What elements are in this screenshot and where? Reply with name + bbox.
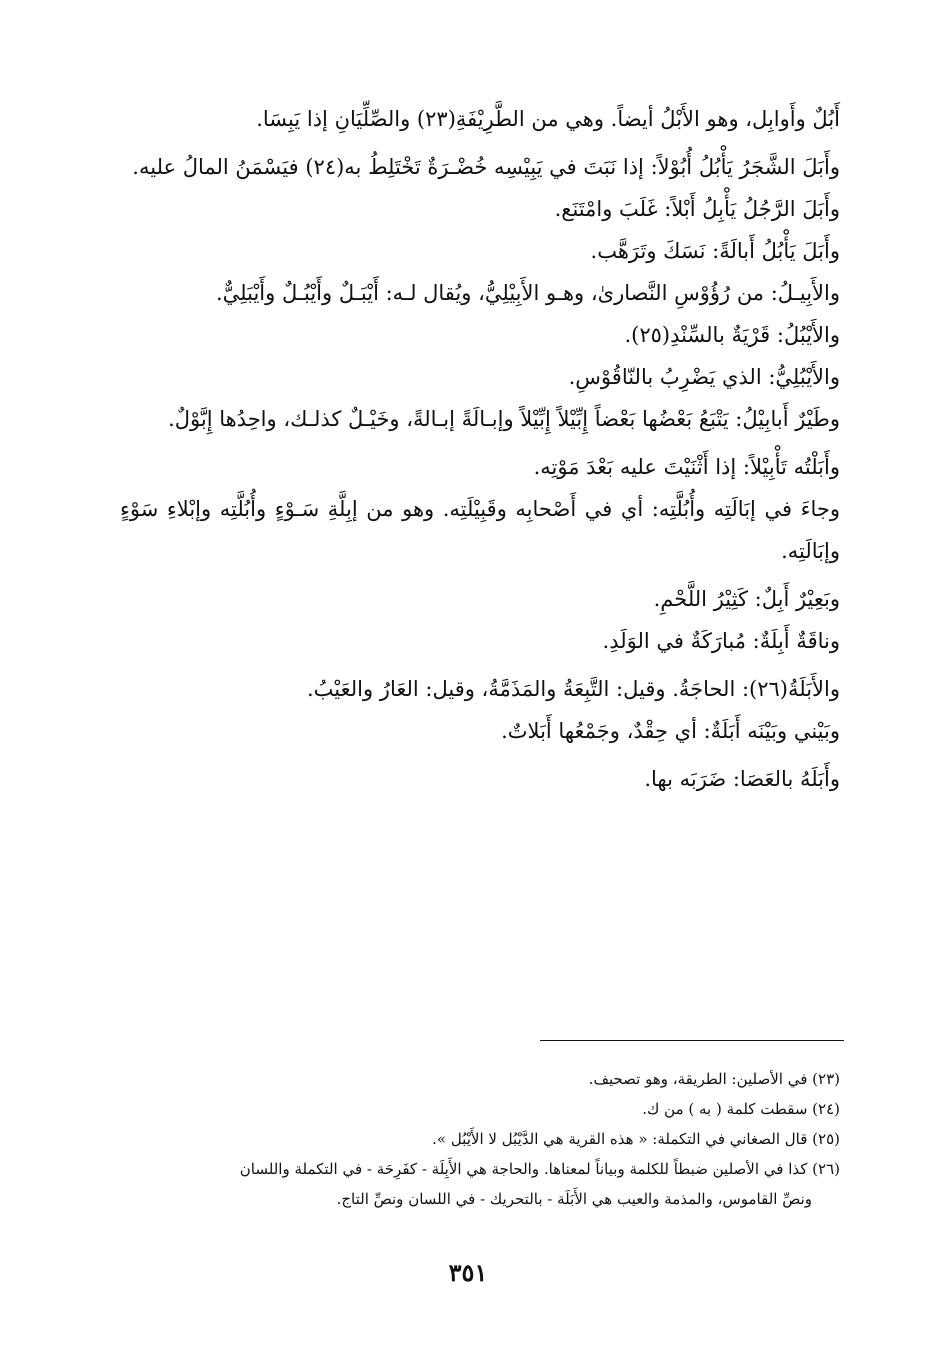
paragraph-9: وأَبَلْتُه تَأْبِيْلاً: إذا أَثْنَيْتَ عليه بَعْدَ مَوْتِه. xyxy=(533,455,840,479)
paragraph-2: وأَبَلَ الشَّجَرُ يَأْبُلُ أُبُوْلاً: إذا نَبَتَ في يَبِيْسِه خُضْـرَةٌ تَخْتَلِطُ به(٢٤) فيَسْمَنُ المالُ عليه. xyxy=(132,155,840,179)
footnote-25: (٢٥) قال الصغاني في التكملة: « هذه القرية هي الدَّيْبُل لا الأَيْبُل ». xyxy=(432,1130,840,1148)
paragraph-3: وأَبَلَ الرَّجُلُ يَأْبِلُ أَبْلاً: غَلَبَ وامْتَنَع. xyxy=(554,197,840,221)
paragraph-1: أَبُلٌ وأَوابِل، وهو الأَبْلُ أيضاً. وهي من الطَّرِيْفَةِ(٢٣) والصِّلِّيَانِ إذا يَبِسَا. xyxy=(256,107,840,131)
paragraph-15: وأَبَلَهُ بالعَصَا: ضَرَبَه بها. xyxy=(644,767,840,791)
paragraph-8: وطَيْرٌ أَبابِيْلُ: يَتْبَعُ بَعْضُها بَعْضاً إِبِّيْلاً إِبِّيْلاً وإبـالَةً إبـالةً، وخَيْـلٌ كذلـك، واحِدُها إِبَّوْلٌ. xyxy=(168,407,840,431)
page-number: ٣٥١ xyxy=(448,1258,488,1287)
paragraph-14: وبَيْني وبَيْنَه أَبَلَةٌ: أي حِقْدٌ، وجَمْعُها أَبَلاتٌ. xyxy=(501,719,840,743)
paragraph-12: وناقَةٌ أَبِلَةٌ: مُبارَكَةٌ في الوَلَدِ. xyxy=(602,629,840,653)
footnote-26: (٢٦) كذا في الأصلين ضبطاً للكلمة وبياناً لمعناها. والحاجة هي الأَبِلَة - كفَرِحَة - في التكملة واللسان xyxy=(239,1160,840,1178)
paragraph-10: وجاءَ في إبَالَتِه وأُبُلَّتِه: أي في أَصْحابِه وقَبِيْلَتِه. وهو من إبِلَّةِ سَـوْءٍ وأُبُلَّتِه وإبْلاءِ سَوْءٍ وإبَالَتِه. xyxy=(120,497,840,563)
paragraph-4: وأَبَلَ يَأْبُلُ أَبالَةً: نَسَكَ وتَرَهَّب. xyxy=(590,239,840,263)
paragraph-5: والأَبِيـلُ: من رُؤُوْسِ النَّصارىٰ، وهـو الأَبِيْلِيُّ، ويُقال لـه: أَيْبَـلٌ وأَيْبُـلٌ وأَيْبَلِيٌّ. xyxy=(215,281,840,305)
footnote-23: (٢٣) في الأصلين: الطريقة، وهو تصحيف. xyxy=(588,1070,840,1088)
footnote-separator xyxy=(540,1040,844,1041)
paragraph-13: والأَبَلَةُ(٢٦): الحاجَةُ. وقيل: التَّبِعَةُ والمَذَمَّةُ، وقيل: العَارُ والعَيْبُ. xyxy=(306,677,840,701)
footnote-26-continued: ونصِّ القاموس، والمذمة والعيب هي الأَبَلَة - بالتحريك - في اللسان ونصِّ التاج. xyxy=(336,1190,812,1208)
paragraph-6: والأَيْبُلُ: قَرْيَةٌ بالسِّنْدِ(٢٥). xyxy=(624,323,840,347)
paragraph-11: وبَعِيْرٌ أَبِلٌ: كَثِيْرُ اللَّحْمِ. xyxy=(653,587,840,611)
main-text xyxy=(120,98,840,800)
footnotes xyxy=(120,1064,840,1214)
paragraph-7: والأَيْبُلِيُّ: الذي يَضْرِبُ بالنّاقُوْسِ. xyxy=(568,365,840,389)
footnote-24: (٢٤) سقطت كلمة ( به ) من ك. xyxy=(642,1100,840,1118)
